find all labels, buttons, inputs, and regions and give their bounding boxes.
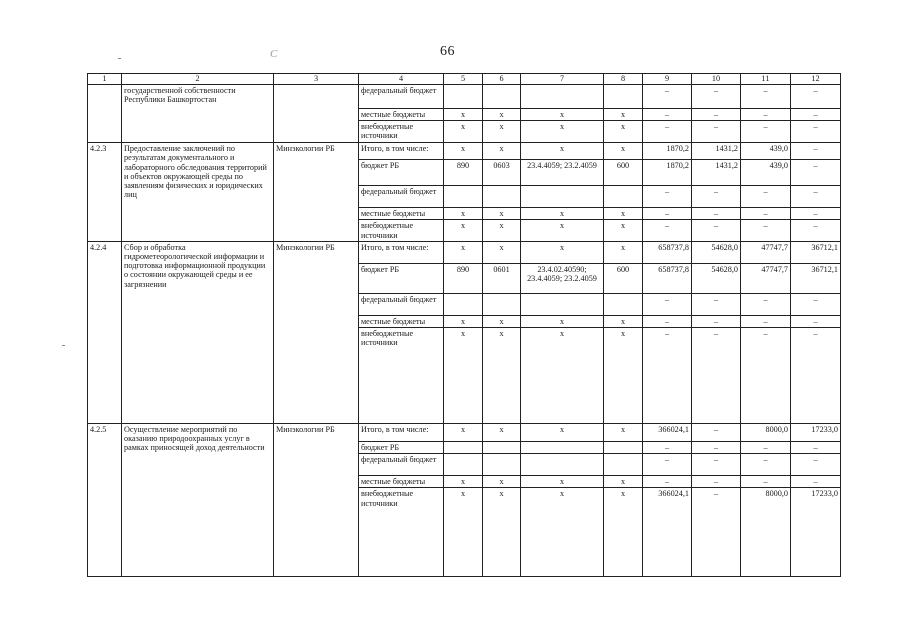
target-article	[521, 441, 604, 453]
target-article: x	[521, 488, 604, 577]
column-header: 7	[521, 74, 604, 85]
amount-year-2: –	[741, 186, 791, 208]
amount-year-2: –	[741, 476, 791, 488]
target-article: x	[521, 327, 604, 423]
grbs-code: 890	[444, 160, 483, 186]
item-number: 4.2.3	[88, 143, 122, 242]
amount-year-1: –	[692, 109, 741, 121]
funding-source: федеральный бюджет	[359, 186, 444, 208]
funding-source: федеральный бюджет	[359, 85, 444, 109]
amount-year-1: 54628,0	[692, 263, 741, 293]
grbs-code: x	[444, 241, 483, 263]
amount-year-1: –	[692, 208, 741, 220]
funding-source: внебюджетные источники	[359, 121, 444, 143]
amount-year-2: 8000,0	[741, 488, 791, 577]
funding-source: внебюджетные источники	[359, 220, 444, 241]
item-name: Сбор и обработка гидрометеорологической информации и подготовка информационной продукции о состоянии окружающей среды и ее загрязнении	[122, 241, 274, 423]
funding-source: внебюджетные источники	[359, 488, 444, 577]
amount-year-1: –	[692, 186, 741, 208]
amount-year-3: –	[791, 327, 841, 423]
item-number	[88, 85, 122, 143]
column-header: 9	[643, 74, 692, 85]
section-code: x	[483, 476, 521, 488]
amount-year-3: –	[791, 121, 841, 143]
grbs-code	[444, 454, 483, 476]
section-code	[483, 441, 521, 453]
target-article	[521, 85, 604, 109]
amount-total: –	[643, 85, 692, 109]
section-code	[483, 454, 521, 476]
amount-year-3: –	[791, 143, 841, 160]
amount-year-2: –	[741, 220, 791, 241]
funding-source: местные бюджеты	[359, 315, 444, 327]
amount-year-2: –	[741, 454, 791, 476]
grbs-code: x	[444, 423, 483, 441]
amount-year-2: –	[741, 315, 791, 327]
item-number: 4.2.5	[88, 423, 122, 576]
expense-type: x	[604, 121, 643, 143]
item-number: 4.2.4	[88, 241, 122, 423]
grbs-code: x	[444, 121, 483, 143]
amount-year-2: 439,0	[741, 160, 791, 186]
column-header: 1	[88, 74, 122, 85]
scan-artifact	[62, 345, 65, 346]
expense-type: 600	[604, 263, 643, 293]
amount-total: –	[643, 109, 692, 121]
amount-total: –	[643, 186, 692, 208]
expense-type: x	[604, 488, 643, 577]
amount-year-1: –	[692, 327, 741, 423]
amount-year-3: –	[791, 186, 841, 208]
amount-year-3: –	[791, 315, 841, 327]
table-row	[88, 423, 841, 441]
amount-year-3: –	[791, 220, 841, 241]
target-article: x	[521, 109, 604, 121]
expense-type: x	[604, 220, 643, 241]
amount-year-1: –	[692, 315, 741, 327]
grbs-code: x	[444, 208, 483, 220]
amount-total: –	[643, 220, 692, 241]
target-article	[521, 454, 604, 476]
amount-total: 366024,1	[643, 423, 692, 441]
funding-source: местные бюджеты	[359, 208, 444, 220]
target-article: x	[521, 121, 604, 143]
grbs-code: x	[444, 143, 483, 160]
target-article: x	[521, 476, 604, 488]
target-article: x	[521, 241, 604, 263]
amount-total: 366024,1	[643, 488, 692, 577]
funding-source: внебюджетные источники	[359, 327, 444, 423]
section-code: x	[483, 143, 521, 160]
amount-year-3: –	[791, 109, 841, 121]
grbs-code	[444, 293, 483, 315]
target-article	[521, 293, 604, 315]
section-code: 0603	[483, 160, 521, 186]
table-row	[88, 143, 841, 160]
scan-mark: С	[270, 48, 278, 60]
amount-year-3: 36712,1	[791, 263, 841, 293]
target-article: 23.4.4059; 23.2.4059	[521, 160, 604, 186]
grbs-code: x	[444, 315, 483, 327]
item-executor: Минэкологии РБ	[274, 241, 359, 423]
amount-year-1: –	[692, 454, 741, 476]
grbs-code: x	[444, 109, 483, 121]
expense-type: 600	[604, 160, 643, 186]
column-header: 10	[692, 74, 741, 85]
target-article: x	[521, 315, 604, 327]
amount-total: –	[643, 208, 692, 220]
funding-source: федеральный бюджет	[359, 454, 444, 476]
expense-type: x	[604, 476, 643, 488]
amount-total: –	[643, 327, 692, 423]
column-header: 3	[274, 74, 359, 85]
expense-type: x	[604, 241, 643, 263]
expense-type: x	[604, 109, 643, 121]
amount-total: –	[643, 476, 692, 488]
funding-source: бюджет РБ	[359, 160, 444, 186]
amount-year-2: –	[741, 441, 791, 453]
amount-year-2: –	[741, 208, 791, 220]
amount-year-3: 17233,0	[791, 488, 841, 577]
section-code: x	[483, 423, 521, 441]
grbs-code	[444, 85, 483, 109]
funding-source: федеральный бюджет	[359, 293, 444, 315]
grbs-code: x	[444, 327, 483, 423]
section-code: x	[483, 327, 521, 423]
expense-type	[604, 186, 643, 208]
amount-year-1: –	[692, 476, 741, 488]
item-executor: Минэкологии РБ	[274, 143, 359, 242]
amount-year-3: –	[791, 454, 841, 476]
amount-year-3: 36712,1	[791, 241, 841, 263]
page-number: 66	[440, 44, 455, 59]
expense-type	[604, 454, 643, 476]
table-row	[88, 241, 841, 263]
section-code	[483, 186, 521, 208]
item-name: Предоставление заключений по результатам документального и лабораторного обследования территорий и объектов окружающей среды по заявлениям физических и юридических лиц	[122, 143, 274, 242]
amount-total: 658737,8	[643, 241, 692, 263]
column-header: 4	[359, 74, 444, 85]
scan-artifact	[118, 58, 121, 59]
amount-total: –	[643, 441, 692, 453]
expense-type	[604, 441, 643, 453]
amount-year-2: –	[741, 293, 791, 315]
funding-source: местные бюджеты	[359, 109, 444, 121]
expense-type	[604, 293, 643, 315]
grbs-code: x	[444, 220, 483, 241]
amount-year-2: –	[741, 85, 791, 109]
amount-year-2: 47747,7	[741, 263, 791, 293]
funding-source: местные бюджеты	[359, 476, 444, 488]
item-executor	[274, 85, 359, 143]
amount-total: –	[643, 315, 692, 327]
section-code: x	[483, 208, 521, 220]
target-article: 23.4.02.40590; 23.4.4059; 23.2.4059	[521, 263, 604, 293]
column-header: 11	[741, 74, 791, 85]
amount-year-1: –	[692, 121, 741, 143]
amount-year-3: 17233,0	[791, 423, 841, 441]
item-executor: Минэкологии РБ	[274, 423, 359, 576]
amount-total: –	[643, 454, 692, 476]
column-header: 2	[122, 74, 274, 85]
amount-year-3: –	[791, 208, 841, 220]
amount-total: 1870,2	[643, 160, 692, 186]
section-code: x	[483, 488, 521, 577]
funding-source: бюджет РБ	[359, 263, 444, 293]
section-code: 0601	[483, 263, 521, 293]
column-header: 5	[444, 74, 483, 85]
grbs-code	[444, 186, 483, 208]
funding-source: Итого, в том числе:	[359, 143, 444, 160]
amount-year-1: –	[692, 85, 741, 109]
funding-source: бюджет РБ	[359, 441, 444, 453]
budget-table	[87, 73, 841, 577]
target-article: x	[521, 208, 604, 220]
amount-year-1: –	[692, 441, 741, 453]
amount-year-1: 1431,2	[692, 143, 741, 160]
column-header: 8	[604, 74, 643, 85]
section-code: x	[483, 121, 521, 143]
amount-total: 1870,2	[643, 143, 692, 160]
amount-year-2: –	[741, 109, 791, 121]
amount-year-2: 439,0	[741, 143, 791, 160]
column-header: 12	[791, 74, 841, 85]
amount-year-3: –	[791, 441, 841, 453]
amount-year-1: –	[692, 293, 741, 315]
funding-source: Итого, в том числе:	[359, 423, 444, 441]
target-article: x	[521, 423, 604, 441]
grbs-code: 890	[444, 263, 483, 293]
amount-year-1: 54628,0	[692, 241, 741, 263]
column-header: 6	[483, 74, 521, 85]
section-code: x	[483, 315, 521, 327]
expense-type: x	[604, 315, 643, 327]
target-article	[521, 186, 604, 208]
target-article: x	[521, 220, 604, 241]
grbs-code: x	[444, 488, 483, 577]
expense-type	[604, 85, 643, 109]
amount-year-2: –	[741, 121, 791, 143]
amount-year-3: –	[791, 293, 841, 315]
amount-total: –	[643, 121, 692, 143]
amount-year-1: –	[692, 220, 741, 241]
section-code: x	[483, 241, 521, 263]
expense-type: x	[604, 327, 643, 423]
amount-year-2: –	[741, 327, 791, 423]
item-name: Осуществление мероприятий по оказанию природоохранных услуг в рамках приносящей доход деятельности	[122, 423, 274, 576]
table-row	[88, 85, 841, 109]
target-article: x	[521, 143, 604, 160]
amount-year-2: 47747,7	[741, 241, 791, 263]
section-code	[483, 293, 521, 315]
section-code: x	[483, 220, 521, 241]
expense-type: x	[604, 423, 643, 441]
amount-year-1: –	[692, 423, 741, 441]
section-code	[483, 85, 521, 109]
amount-year-1: 1431,2	[692, 160, 741, 186]
grbs-code	[444, 441, 483, 453]
amount-year-2: 8000,0	[741, 423, 791, 441]
funding-source: Итого, в том числе:	[359, 241, 444, 263]
expense-type: x	[604, 143, 643, 160]
grbs-code: x	[444, 476, 483, 488]
amount-year-3: –	[791, 85, 841, 109]
amount-year-3: –	[791, 160, 841, 186]
amount-total: –	[643, 293, 692, 315]
section-code: x	[483, 109, 521, 121]
amount-year-3: –	[791, 476, 841, 488]
amount-year-1: –	[692, 488, 741, 577]
expense-type: x	[604, 208, 643, 220]
table-header-row	[88, 74, 841, 85]
amount-total: 658737,8	[643, 263, 692, 293]
item-name: государственной собственности Республики Башкортостан	[122, 85, 274, 143]
